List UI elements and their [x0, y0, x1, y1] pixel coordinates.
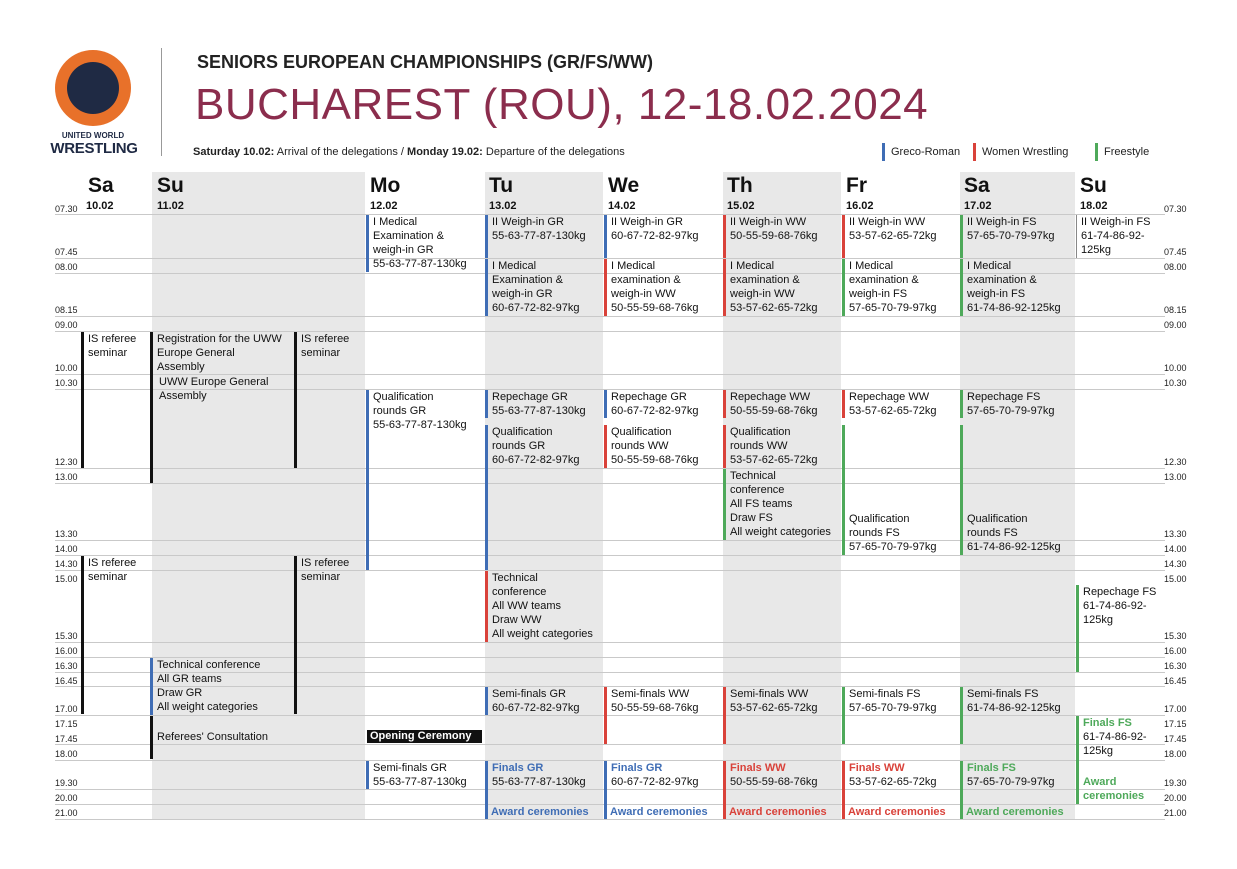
event-medical-weighin-fs: I Medical examination & weigh-in FS 57-65-70-79-97kg: [842, 259, 960, 316]
arrival-label: Saturday 10.02:: [193, 146, 275, 158]
day-date: 17.02: [964, 200, 992, 212]
time-label: 17.45: [55, 734, 78, 744]
event-repechage-fs: Repechage FS 57-65-70-79-97kg: [960, 390, 1075, 418]
time-label: 07.30: [1164, 204, 1187, 214]
event-weighin-ww: II Weigh-in WW 50-55-59-68-76kg: [723, 215, 841, 258]
time-label: 13.00: [55, 472, 78, 482]
time-label: 15.30: [55, 631, 78, 641]
event-weighin-gr: II Weigh-in GR 55-63-77-87-130kg: [485, 215, 603, 258]
time-label: 08.00: [55, 262, 78, 272]
event-subtitle: BUCHAREST (ROU), 12-18.02.2024: [195, 80, 929, 129]
event-weighin-fs: II Weigh-in FS 57-65-70-79-97kg: [960, 215, 1075, 258]
time-label: 14.00: [55, 544, 78, 554]
time-label: 16.00: [1164, 646, 1187, 656]
event-repechage-gr: Repechage GR 60-67-72-82-97kg: [604, 390, 722, 418]
day-date: 12.02: [370, 200, 398, 212]
time-label: 15.00: [55, 574, 78, 584]
time-label: 13.30: [1164, 529, 1187, 539]
day-name: Sa: [964, 174, 990, 197]
time-label: 07.45: [55, 247, 78, 257]
time-label: 19.30: [1164, 778, 1187, 788]
time-label: 16.00: [55, 646, 78, 656]
event-qualification-ww: Qualification rounds WW 53-57-62-65-72kg: [723, 425, 841, 468]
finals-title: Finals WW: [849, 762, 905, 774]
event-is-referee-seminar: IS referee seminar: [81, 556, 151, 714]
event-medical-weighin-gr: I Medical Examination & weigh-in GR 55-63-77-87-130kg: [366, 215, 485, 272]
time-label: 16.30: [1164, 661, 1187, 671]
time-label: 10.30: [55, 378, 78, 388]
award-ceremonies: Award ceremonies: [1083, 776, 1145, 802]
time-label: 21.00: [1164, 808, 1187, 818]
finals-weights: 61-74-86-92- 125kg: [1083, 731, 1147, 757]
award-ceremonies: Award ceremonies: [610, 806, 708, 818]
event-qualification-gr: Qualification rounds GR 60-67-72-82-97kg: [485, 425, 603, 570]
award-ceremonies: Award ceremonies: [491, 806, 589, 818]
event-referees-consultation: Referees' Consultation: [150, 716, 295, 759]
time-label: 08.15: [55, 305, 78, 315]
row-line: [55, 316, 1165, 317]
legend-freestyle: Freestyle: [1095, 143, 1149, 161]
event-uww-general-assembly: UWW Europe General Assembly: [159, 376, 269, 402]
time-label: 15.30: [1164, 631, 1187, 641]
finals-weights: 50-55-59-68-76kg: [730, 776, 818, 788]
time-label: 18.00: [55, 749, 78, 759]
time-label: 17.45: [1164, 734, 1187, 744]
time-label: 17.15: [55, 719, 78, 729]
row-line: [55, 570, 1165, 571]
event-medical-weighin-ww: I Medical examination & weigh-in WW 50-55-59-68-76kg: [604, 259, 722, 316]
finals-title: Finals GR: [492, 762, 544, 774]
event-repechage-gr: Repechage GR 55-63-77-87-130kg: [485, 390, 603, 418]
event-semifinals-ww: Semi-finals WW 50-55-59-68-76kg: [604, 687, 722, 744]
legend-greco-roman: Greco-Roman: [882, 143, 960, 161]
time-label: 15.00: [1164, 574, 1187, 584]
time-label: 19.30: [55, 778, 78, 788]
event-semifinals-gr: Semi-finals GR 55-63-77-87-130kg: [366, 761, 485, 789]
finals-title: Finals GR: [611, 762, 663, 774]
time-label: 10.00: [55, 363, 78, 373]
logo-caption: UNITED WORLD: [61, 131, 125, 140]
day-name: Th: [727, 174, 753, 197]
day-name: Su: [157, 174, 184, 197]
day-date: 18.02: [1080, 200, 1108, 212]
time-label: 09.00: [55, 320, 78, 330]
day-name: Fr: [846, 174, 867, 197]
time-label: 16.45: [1164, 676, 1187, 686]
event-qualification-ww: Qualification rounds WW 50-55-59-68-76kg: [604, 425, 722, 468]
time-label: 16.45: [55, 676, 78, 686]
event-semifinals-gr: Semi-finals GR 60-67-72-82-97kg: [485, 687, 603, 715]
logo-wordmark: WRESTLING: [50, 140, 138, 157]
finals-weights: 55-63-77-87-130kg: [492, 776, 586, 788]
time-label: 14.30: [55, 559, 78, 569]
time-label: 20.00: [1164, 793, 1187, 803]
day-date: 13.02: [489, 200, 517, 212]
event-repechage-fs: Repechage FS 61-74-86-92- 125kg: [1076, 585, 1164, 672]
time-label: 14.30: [1164, 559, 1187, 569]
time-label: 13.30: [55, 529, 78, 539]
day-date: 15.02: [727, 200, 755, 212]
event-registration: Registration for the UWW Europe General Assembly: [150, 332, 295, 483]
event-qualification-fs: Qualification rounds FS 61-74-86-92-125kg: [960, 425, 1075, 555]
event-medical-weighin-gr: I Medical Examination & weigh-in GR 60-67-72-82-97kg: [485, 259, 603, 316]
legend-women-wrestling: Women Wrestling: [973, 143, 1068, 161]
event-semifinals-fs: Semi-finals FS 61-74-86-92-125kg: [960, 687, 1075, 744]
finals-title: Finals WW: [730, 762, 786, 774]
time-label: 18.00: [1164, 749, 1187, 759]
time-label: 20.00: [55, 793, 78, 803]
event-is-referee-seminar: IS referee seminar: [81, 332, 151, 468]
event-repechage-ww: Repechage WW 53-57-62-65-72kg: [842, 390, 960, 418]
time-label: 09.00: [1164, 320, 1187, 330]
day-date: 10.02: [86, 200, 114, 212]
event-title: SENIORS EUROPEAN CHAMPIONSHIPS (GR/FS/WW): [197, 52, 654, 72]
time-label: 10.00: [1164, 363, 1187, 373]
event-technical-conference-gr: Technical conference All GR teams Draw GR All weight categories: [150, 658, 295, 715]
time-label: 08.15: [1164, 305, 1187, 315]
day-date: 11.02: [157, 200, 184, 212]
time-label: 10.30: [1164, 378, 1187, 388]
event-semifinals-ww: Semi-finals WW 53-57-62-65-72kg: [723, 687, 841, 744]
day-name: Su: [1080, 174, 1107, 197]
departure-text: Departure of the delegations: [485, 146, 625, 158]
award-ceremonies: Award ceremonies: [966, 806, 1064, 818]
time-label: 21.00: [55, 808, 78, 818]
event-semifinals-fs: Semi-finals FS 57-65-70-79-97kg: [842, 687, 960, 744]
time-label: 12.30: [1164, 457, 1187, 467]
time-label: 16.30: [55, 661, 78, 671]
finals-weights: 53-57-62-65-72kg: [849, 776, 937, 788]
time-label: 17.15: [1164, 719, 1187, 729]
event-qualification-fs: Qualification rounds FS 57-65-70-79-97kg: [842, 425, 960, 555]
event-weighin-ww: II Weigh-in WW 53-57-62-65-72kg: [842, 215, 960, 258]
arrival-text: Arrival of the delegations /: [276, 146, 404, 158]
event-is-referee-seminar: IS referee seminar: [294, 556, 364, 714]
finals-weights: 60-67-72-82-97kg: [611, 776, 699, 788]
event-medical-weighin-fs: I Medical examination & weigh-in FS 61-74-86-92-125kg: [960, 259, 1075, 316]
award-ceremonies: Award ceremonies: [729, 806, 827, 818]
finals-title: Finals FS: [1083, 717, 1132, 729]
time-label: 17.00: [1164, 704, 1187, 714]
award-ceremonies: Award ceremonies: [848, 806, 946, 818]
finals-title: Finals FS: [967, 762, 1016, 774]
day-date: 16.02: [846, 200, 874, 212]
event-is-referee-seminar: IS referee seminar: [294, 332, 364, 468]
row-line: [55, 555, 1165, 556]
event-medical-weighin-ww: I Medical examination & weigh-in WW 53-57-62-65-72kg: [723, 259, 841, 316]
event-technical-conference-fs: Technical conference All FS teams Draw FS All weight categories: [723, 469, 843, 540]
row-line: [55, 642, 1165, 643]
day-name: Mo: [370, 174, 401, 197]
event-weighin-fs: II Weigh-in FS 61-74-86-92- 125kg: [1076, 215, 1164, 258]
event-weighin-gr: II Weigh-in GR 60-67-72-82-97kg: [604, 215, 722, 258]
opening-ceremony: Opening Ceremony: [367, 730, 482, 743]
day-name: Sa: [88, 174, 114, 197]
day-name: We: [608, 174, 640, 197]
day-name: Tu: [489, 174, 514, 197]
finals-weights: 57-65-70-79-97kg: [967, 776, 1055, 788]
event-technical-conference-ww: Technical conference All WW teams Draw WW All weight categories: [485, 571, 603, 642]
time-label: 08.00: [1164, 262, 1187, 272]
time-label: 12.30: [55, 457, 78, 467]
time-label: 13.00: [1164, 472, 1187, 482]
row-line: [55, 819, 1165, 820]
time-label: 17.00: [55, 704, 78, 714]
event-repechage-ww: Repechage WW 50-55-59-68-76kg: [723, 390, 841, 418]
event-qualification-gr: Qualification rounds GR 55-63-77-87-130kg: [366, 390, 485, 570]
day-date: 14.02: [608, 200, 636, 212]
time-label: 14.00: [1164, 544, 1187, 554]
time-label: 07.30: [55, 204, 78, 214]
departure-label: Monday 19.02:: [407, 146, 483, 158]
time-label: 07.45: [1164, 247, 1187, 257]
